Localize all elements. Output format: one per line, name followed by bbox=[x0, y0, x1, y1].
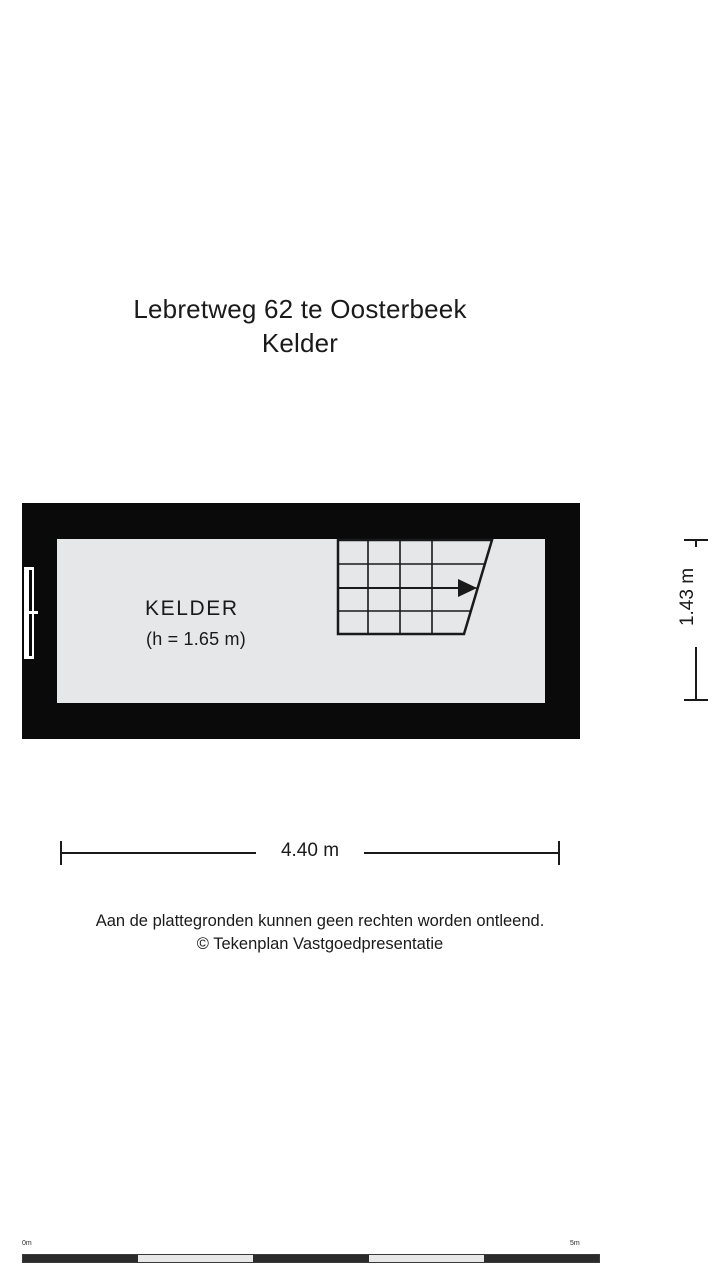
scale-bar-segments bbox=[22, 1254, 600, 1263]
disclaimer bbox=[0, 910, 640, 956]
scale-bar-end-label: 5m bbox=[570, 1240, 580, 1247]
dimension-height bbox=[676, 539, 716, 701]
scale-bar bbox=[22, 1240, 600, 1266]
title-floor: Kelder bbox=[261, 328, 339, 358]
dimension-width-label: 4.40 m bbox=[280, 840, 340, 861]
dimension-width bbox=[58, 840, 562, 866]
title-address: Lebretweg 62 te Oosterbeek bbox=[133, 294, 467, 324]
scale-bar-start-label: 0m bbox=[22, 1240, 32, 1247]
disclaimer-copyright: © Tekenplan Vastgoedpresentatie bbox=[196, 935, 444, 953]
room-height-note: (h = 1.65 m) bbox=[146, 629, 246, 649]
room-name: KELDER bbox=[145, 597, 239, 620]
page-title bbox=[0, 292, 600, 360]
window-icon bbox=[22, 567, 36, 659]
disclaimer-line-1: Aan de plattegronden kunnen geen rechten worden ontleend. bbox=[95, 912, 545, 930]
dimension-height-label: 1.43 m bbox=[674, 547, 702, 647]
staircase-icon bbox=[336, 538, 494, 652]
